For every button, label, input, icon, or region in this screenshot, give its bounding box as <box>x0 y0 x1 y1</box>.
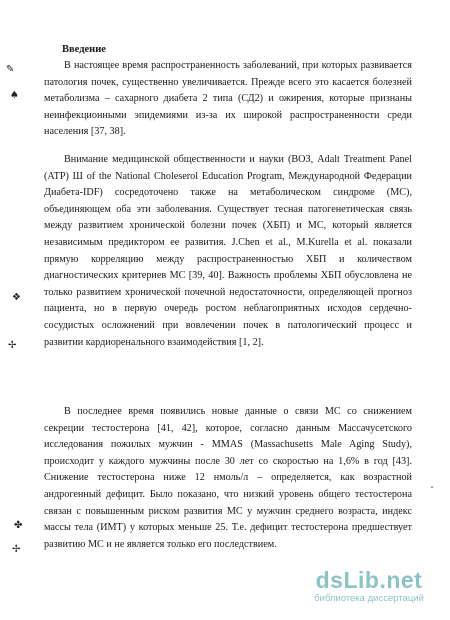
margin-mark-icon: ✤ <box>14 520 23 531</box>
margin-mark-icon: ✢ <box>8 340 17 351</box>
margin-mark-icon: ˇ <box>430 486 434 495</box>
paragraph-1-text: В настоящее время распространенность заболеваний, при которых развивается патология почек, существенно увеличивается. Прежде всего это касается болезней метаболизма – сахарного диабета 2 типа (СД2) и ожирения, которые признаны неинфекционными эпидемиями из-за их широкой распространенности среди населения [37, 38]. <box>44 60 412 138</box>
paragraph-3 <box>44 404 412 553</box>
paragraph-3-text: В последнее время появились новые данные о связи МС со снижением секреции тестостерона [41, 42], которое, согласно данным Массачусетского исследования пожилых мужчин - MMAS (Massachusetts Male Aging Study), происходит у каждого мужчины после 30 лет со скоростью на 1,6% в год [43]. Снижение тестостерона ниже 12 нмоль/л – определяется, как возрастной андрогенный дефицит. Было показано, что низкий уровень общего тестостерона связан с повышенным риском развития МС у мужчин среднего возраста, индекс массы тела (ИМТ) у которых меньше 25. Т.е. дефицит тестостерона предшествует развитию МС и не является только его последствием. <box>44 406 412 550</box>
paragraph-2-text: Внимание медицинской общественности и науки (ВОЗ, Adalt Treatment Panel (ATP) Ш of the National Choleserol Education Program, Международной Федерации Диабета-IDF) сосредоточено также на метаболическом синдроме (МС), объединяющем оба эти заболевания. Существует тесная патогенетическая связь между развитием хронической болезни почек (ХБП) и МС, который является независимым предиктором ее развития. J.Chen et al., M.Kurella et al. показали прямую корреляцию между распространенностью ХБП и количеством диагностических критериев МС [39, 40]. Важность проблемы ХБП обусловлена не только развитием хронической почечной недостаточности, определяющей прогноз пациента, но в первую очередь ростом неблагоприятных исходов сердечно-сосудистых осложнений при вовлечении почек в патологический процесс и развитии кардиоренального взаимодействия [1, 2]. <box>44 154 412 348</box>
watermark-logo: dsLib.net <box>315 567 423 593</box>
watermark <box>304 568 434 604</box>
paragraph-1 <box>44 58 412 141</box>
section-heading: Введение <box>62 44 106 55</box>
margin-mark-icon: ✎ <box>6 64 15 75</box>
margin-mark-icon: ♠ <box>10 90 19 101</box>
watermark-subtitle: библиотека диссертаций <box>314 593 424 604</box>
paragraph-2 <box>44 152 412 351</box>
margin-mark-icon: ✢ <box>12 544 21 555</box>
margin-mark-icon: ❖ <box>12 292 21 303</box>
